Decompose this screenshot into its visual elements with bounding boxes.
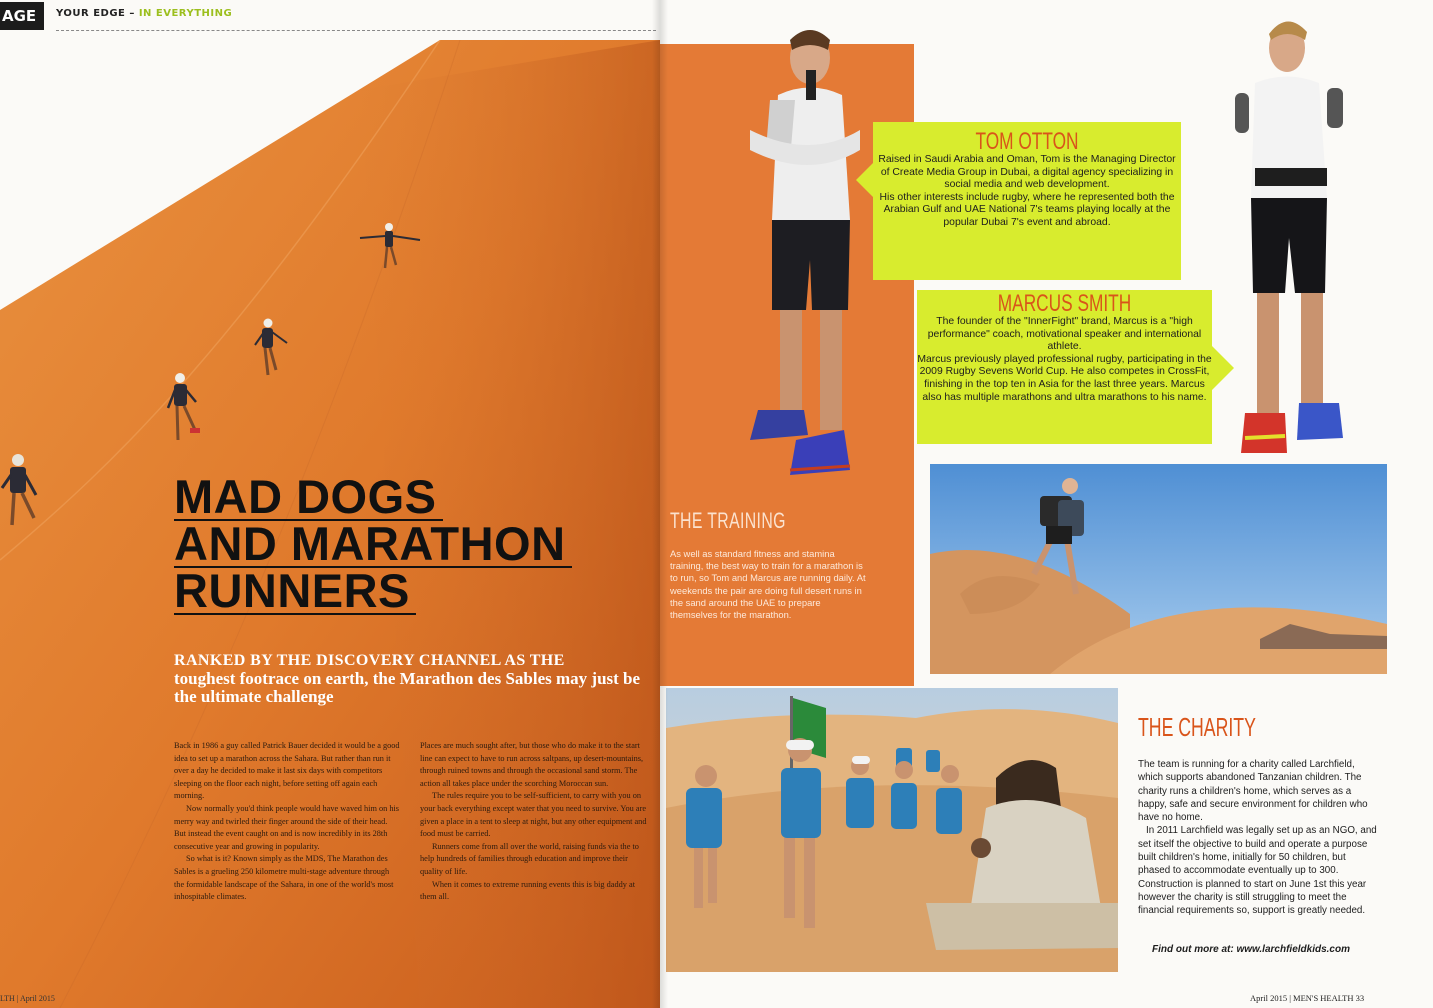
article-headline [174,470,572,617]
charity-paragraph: The team is running for a charity called Larchfield, which supports abandoned Tanzanian children. The charity runs a children's home, which serves as a happy, safe and secure environment for children who have no home. [1138,759,1368,824]
right-page [660,0,1433,1008]
body-paragraph: Places are much sought after, but those who do make it to the start line can expect to have to run across saltpans, up desert-mountains, through ruined towns and through the occasional sand storm. The action all takes place under the scorching Moroccan sun. [420,741,644,788]
body-paragraph: Runners come from all over the world, raising funds via the to help hundreds of families through education and improve their quality of life. [420,841,639,876]
left-page [0,0,660,1008]
body-paragraph: So what is it? Known simply as the MDS, The Marathon des Sables is a grueling 250 kilometre multi-stage adventure through the formidable landscape of the Sahara, in one of the world's most inhospitable climates. [174,854,394,902]
section-header [56,8,232,19]
section-separator: – [125,8,139,19]
marcus-smith-photo [1215,8,1365,458]
deck-rest: toughest footrace on earth, the Marathon des Sables may just be the ultimate challenge [174,669,641,706]
tom-name: TOM OTTON [975,128,1079,155]
page-spine-shadow [652,0,668,1008]
headline-line-2: AND MARATHON [174,521,572,568]
dune-runner-photo [930,464,1387,674]
charity-heading: THE CHARITY [1138,712,1256,742]
body-paragraph: When it comes to extreme running events this is big daddy at them all. [420,879,635,902]
body-paragraph: Now normally you'd think people would have waved him on his merry way and twirled their finger around the side of their head. But instead the event caught on and is now incredibly in its 28th consecutive year and growing in popularity. [174,803,400,851]
headline-line-1: MAD DOGS [174,474,443,521]
header-rule [56,30,656,31]
section-label: YOUR EDGE [56,8,126,19]
training-heading: THE TRAINING [670,508,786,533]
runners-group-photo [666,688,1118,972]
marcus-name: MARCUS SMITH [997,290,1132,317]
training-text: As well as standard fitness and stamina training, the best way to train for a marathon is to run, so Tom and Marcus are running daily. At weekends the pair are doing full desert runs in the sand around the UAE to prepare themselves for the marathon. [670,548,866,621]
headline-line-3: RUNNERS [174,568,416,615]
marcus-bio-2: Marcus previously played professional rugby, participating in the 2009 Rugby Sevens World Cup. He also competes in CrossFit, finishing in the top ten in Asia for the last three years. Marcus also has multiple marathons and ultra marathons to his name. [917,353,1212,403]
footer-left-folio: LTH | April 2015 [0,994,55,1003]
tom-bio-1: Raised in Saudi Arabia and Oman, Tom is the Managing Director of Create Media Group in Dubai, a digital agency specializing in social media and web development. [878,154,1176,191]
marcus-smith-callout [917,290,1212,444]
tom-bio-2: His other interests include rugby, where he represented both the Arabian Gulf and UAE National 7's teams playing locally at the popular Dubai 7's event and abroad. [879,191,1175,228]
tom-otton-callout [873,122,1181,280]
marcus-bio-1: The founder of the "InnerFight" brand, Marcus is a "high performance" coach, motivational speaker and international athlete. [927,316,1202,353]
article-deck [174,651,644,706]
charity-text [1138,758,1378,918]
body-paragraph: Back in 1986 a guy called Patrick Bauer decided it would be a good idea to set up a marathon across the Sahara. But rather than run it over a day he decided to make it last six days with competitors sleeping on the floor each night, before setting off again each morning. [174,741,400,801]
charity-paragraph: In 2011 Larchfield was legally set up as an NGO, and set itself the objective to build and operate a purpose built children's home, initially for 50 children, but phased to accommodate eventually up to 300. Construction is planned to start on June 1st this year however the charity is still struggling to meet the financial requirements so, support is greatly needed. [1138,825,1377,917]
footer-right-folio: April 2015 | MEN'S HEALTH 33 [1250,993,1365,1003]
deck-caps: RANKED BY THE DISCOVERY CHANNEL AS THE [174,652,565,669]
section-tab: AGE [0,2,44,30]
marcus-callout-pointer [1212,346,1234,390]
body-column-2 [420,740,648,904]
section-accent: IN EVERYTHING [138,8,233,19]
body-paragraph: The rules require you to be self-sufficient, to carry with you on your back everything except water that you need to survive. You are given a place in a tent to sleep at night, but any other equipment and food must be carried. [420,791,647,839]
charity-website-link[interactable]: Find out more at: www.larchfieldkids.com [1152,944,1350,955]
body-column-1 [174,740,400,904]
